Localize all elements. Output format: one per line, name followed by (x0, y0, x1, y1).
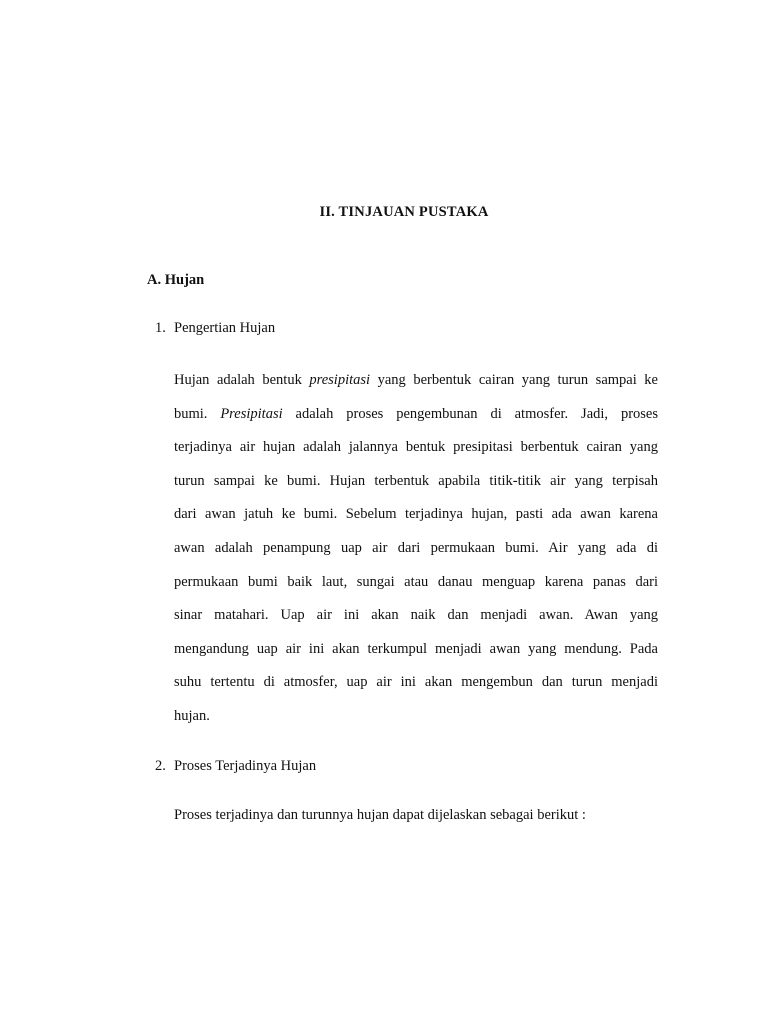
section-heading: A. Hujan (147, 272, 205, 288)
italic-term: Presipitasi (220, 405, 283, 422)
paragraph-line: hujan. (174, 707, 210, 724)
list-number: 1. (155, 320, 166, 336)
paragraph-line: suhu tertentu di atmosfer, uap air ini akan mengembun dan turun menjadi (174, 674, 658, 691)
text-run: Hujan adalah bentuk (174, 372, 310, 388)
paragraph-line (174, 364, 658, 398)
text-run: bumi. (174, 405, 221, 422)
paragraph-line (174, 398, 658, 432)
paragraph-line: permukaan bumi baik laut, sungai atau danau menguap karena panas dari (174, 573, 658, 590)
paragraph-line: terjadinya air hujan adalah jalannya bentuk presipitasi berbentuk cairan yang (174, 439, 658, 456)
paragraph-pengertian (174, 364, 658, 734)
paragraph-line: turun sampai ke bumi. Hujan terbentuk apabila titik-titik air yang terpisah (174, 472, 658, 489)
paragraph-line: mengandung uap air ini akan terkumpul menjadi awan yang mendung. Pada (174, 640, 658, 657)
italic-term: presipitasi (309, 372, 371, 388)
text-run: yang berbentuk cairan yang turun sampai ke (370, 372, 658, 388)
chapter-title: II. TINJAUAN PUSTAKA (319, 204, 489, 220)
text-run: adalah proses pengembunan di atmosfer. Jadi, proses (282, 405, 658, 422)
list-item-title: Pengertian Hujan (174, 320, 276, 336)
list-number: 2. (155, 758, 166, 774)
paragraph-proses: Proses terjadinya dan turunnya hujan dapat dijelaskan sebagai berikut : (174, 807, 586, 823)
paragraph-line: sinar matahari. Uap air ini akan naik dan menjadi awan. Awan yang (174, 607, 658, 624)
list-item-pengertian (155, 320, 275, 337)
list-item-title: Proses Terjadinya Hujan (174, 758, 317, 774)
paragraph-line: awan adalah penampung uap air dari permukaan bumi. Air yang ada di (174, 539, 658, 556)
list-item-proses (155, 758, 316, 775)
paragraph-line: dari awan jatuh ke bumi. Sebelum terjadinya hujan, pasti ada awan karena (174, 506, 658, 523)
